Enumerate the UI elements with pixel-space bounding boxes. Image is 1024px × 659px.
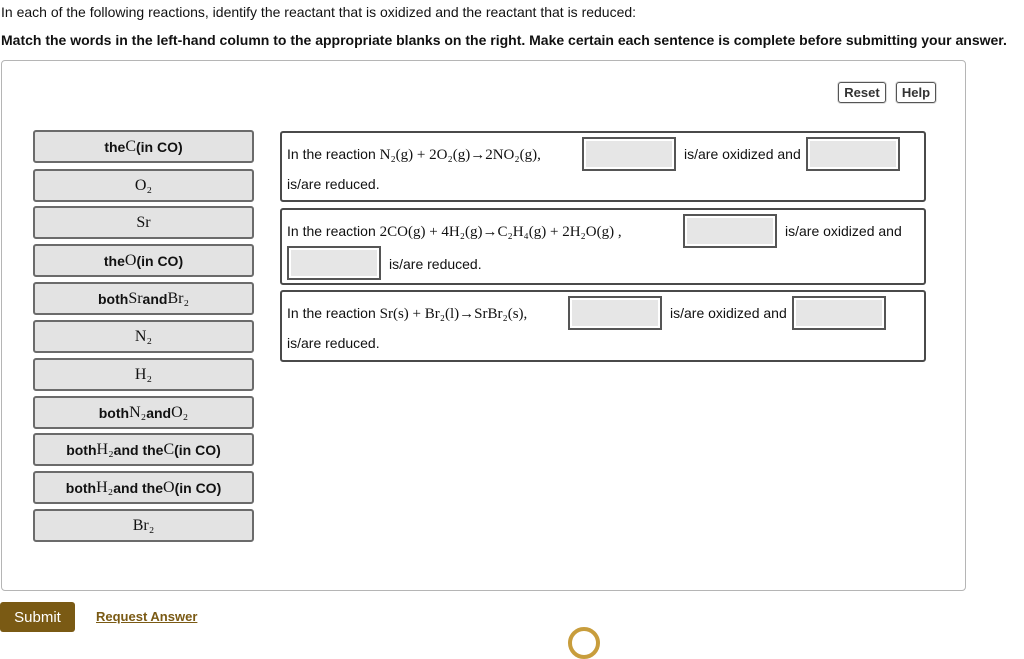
reaction-1-oxidized-text: is/are oxidized and	[684, 146, 801, 162]
tile-both-n2-o2[interactable]: both N₂ and O₂	[33, 396, 254, 429]
tile-br2[interactable]: Br₂	[33, 509, 254, 542]
reaction-3-reduced-blank[interactable]	[792, 296, 886, 330]
reaction-2-oxidized-blank[interactable]	[683, 214, 777, 248]
tile-c-in-co[interactable]: the C (in CO)	[33, 130, 254, 163]
reaction-2-reduced-blank[interactable]	[287, 246, 381, 280]
instruction-bold-text: Match the words in the left-hand column to the appropriate blanks on the right. Make certain each sentence is complete before submitting your answer.	[1, 32, 1007, 48]
reaction-2-sentence: In the reaction 2CO(g) + 4H₂(g)→C₂H₄(g) + 2H₂O(g) ,	[287, 223, 622, 240]
reaction-3-oxidized-text: is/are oxidized and	[670, 305, 787, 321]
tile-both-sr-br2[interactable]: both Sr and Br₂	[33, 282, 254, 315]
tile-o2[interactable]: O₂	[33, 169, 254, 202]
reaction-1-box	[280, 131, 926, 202]
reaction-3-reduced-text: is/are reduced.	[287, 335, 380, 351]
tile-n2[interactable]: N₂	[33, 320, 254, 353]
reaction-3-box	[280, 290, 926, 362]
reaction-1-reduced-blank[interactable]	[806, 137, 900, 171]
help-button[interactable]: Help	[896, 82, 936, 103]
reaction-3-oxidized-blank[interactable]	[568, 296, 662, 330]
reset-button[interactable]: Reset	[838, 82, 886, 103]
reaction-1-sentence: In the reaction N₂(g) + 2O₂(g)→2NO₂(g),	[287, 146, 541, 163]
reaction-2-oxidized-text: is/are oxidized and	[785, 223, 902, 239]
tile-both-h2-c-in-co[interactable]: both H₂ and the C (in CO)	[33, 433, 254, 466]
request-answer-link[interactable]: Request Answer	[96, 609, 198, 624]
tile-h2[interactable]: H₂	[33, 358, 254, 391]
feedback-circle-icon	[568, 627, 600, 659]
tile-sr[interactable]: Sr	[33, 206, 254, 239]
tile-both-h2-o-in-co[interactable]: both H₂ and the O (in CO)	[33, 471, 254, 504]
reaction-1-reduced-text: is/are reduced.	[287, 176, 380, 192]
reaction-2-box	[280, 208, 926, 285]
instruction-text: In each of the following reactions, identify the reactant that is oxidized and the reactant that is reduced:	[1, 4, 637, 20]
reaction-2-reduced-text: is/are reduced.	[389, 256, 482, 272]
reaction-1-oxidized-blank[interactable]	[582, 137, 676, 171]
submit-button[interactable]: Submit	[0, 602, 75, 632]
reaction-3-sentence: In the reaction Sr(s) + Br₂(l)→SrBr₂(s),	[287, 305, 528, 322]
tile-o-in-co[interactable]: the O (in CO)	[33, 244, 254, 277]
